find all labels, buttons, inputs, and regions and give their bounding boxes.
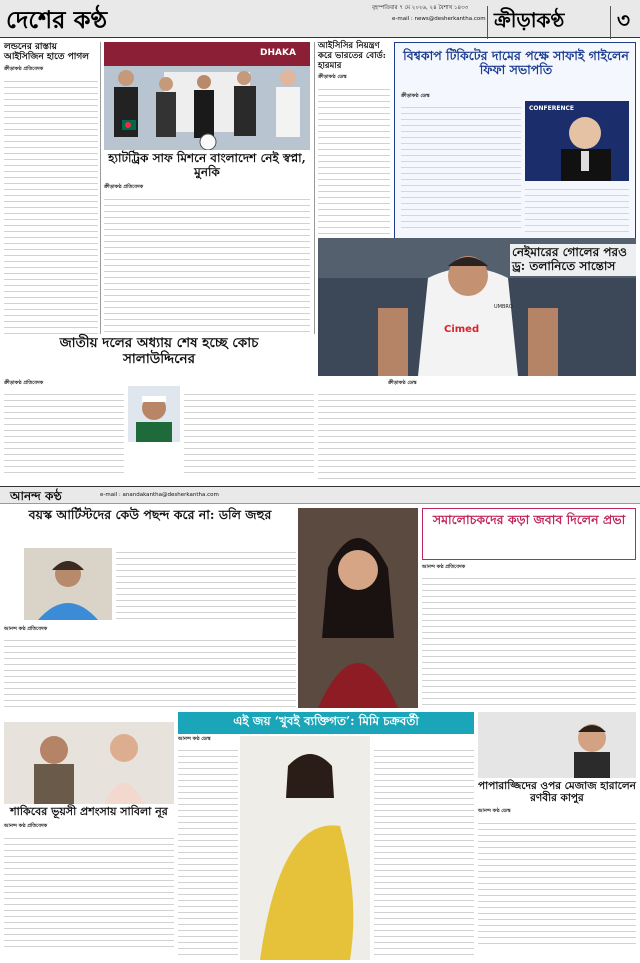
banner-text: DHAKA (260, 48, 296, 58)
article-body-2 (4, 636, 296, 708)
article-body-2 (184, 390, 314, 476)
coach-photo (128, 386, 180, 442)
byline: আনন্দ কণ্ঠ প্রতিবেদক (4, 822, 48, 829)
article-body (478, 819, 636, 947)
story-dolly-zahur (4, 508, 296, 720)
story-neymar-santos (318, 244, 636, 484)
story-ranbir (478, 780, 636, 960)
fifa-president-photo (525, 101, 629, 181)
article-body (318, 390, 636, 480)
headline: বিশ্বকাপ টিকিটের দামের পক্ষে সাফাই গাইলেন ফিফা সভাপতি (403, 48, 629, 78)
entertainment-section: আনন্দ কণ্ঠ (10, 489, 62, 503)
headline: আইসিসির নিয়ন্ত্রণ করে ভারতের বোর্ড: হারমার (318, 41, 386, 71)
prova-body (422, 574, 636, 710)
headline: লন্ডনের রাস্তায় আইসিজিন হাতে পাগল (4, 42, 89, 63)
byline: ক্রীড়াকণ্ঠ প্রতিবেদক (104, 183, 144, 190)
article-body (4, 834, 174, 952)
headline: জাতীয় দলের অধ্যায় শেষ হচ্ছে কোচ সালাউদ্দিনের (59, 335, 259, 367)
byline: ক্রীড়াকণ্ঠ ডেস্ক (388, 380, 417, 386)
article-body-2 (525, 185, 629, 235)
headline: পাপারাজ্জিদের ওপর মেজাজ হারালেন রণবীর কাপুর (478, 780, 636, 805)
team-photo (104, 42, 310, 150)
article-body (401, 103, 521, 233)
headline: বয়স্ক আর্টিস্টদের কেউ পছন্দ করে না: ডলি জহুর (28, 507, 272, 522)
article-body (116, 548, 296, 624)
mimi-photo (240, 736, 370, 960)
story-saff-mission (104, 152, 310, 334)
article-body (4, 390, 124, 476)
headline: শাকিবের ভূয়সী প্রশংসায় সাবিলা নূর (10, 805, 168, 818)
ranbir-photo (478, 712, 636, 778)
mimi-banner (178, 712, 474, 734)
prova-photo (298, 508, 418, 708)
prova-byline: আনন্দ কণ্ঠ প্রতিবেদক (422, 564, 466, 570)
headline: এই জয় ‘খুবই ব্যক্তিগত’: মিমি চক্রবর্তী (233, 714, 419, 728)
byline: ক্রীড়াকণ্ঠ প্রতিবেদক (4, 380, 44, 386)
byline: আনন্দ কণ্ঠ ডেস্ক (478, 808, 511, 815)
team-photo-image (104, 42, 310, 150)
story-london-streets (4, 42, 98, 334)
byline: ক্রীড়াকণ্ঠ ডেস্ক (318, 74, 347, 81)
article-body (4, 77, 98, 335)
story-mimi (178, 736, 474, 960)
story-sabila (4, 806, 174, 960)
jersey-maker: UMBRO (494, 304, 513, 310)
page-number: ৩ (610, 6, 630, 39)
masthead-email: e-mail : news@desherkantha.com (392, 16, 486, 22)
story-prova (422, 508, 636, 560)
shakib-sabila-photo (4, 722, 174, 804)
byline: ক্রীড়াকণ্ঠ প্রতিবেদক (4, 65, 44, 72)
byline: আনন্দ কণ্ঠ ডেস্ক (178, 736, 211, 742)
story-coach-salauddin (4, 336, 314, 480)
entertainment-email: e-mail : anandakantha@desherkantha.com (100, 492, 219, 498)
photo-sign: CONFERENCE (529, 105, 574, 112)
newspaper-logo: দেশের কণ্ঠ (6, 5, 108, 34)
headline: হ্যাটট্রিক সাফ মিশনে বাংলাদেশ নেই স্বপ্না, মুনকি (108, 151, 306, 179)
article-body-2 (374, 746, 474, 956)
jersey-brand: Cimed (444, 324, 480, 335)
entertainment-header (0, 486, 640, 504)
article-body (178, 746, 238, 956)
byline: আনন্দ কণ্ঠ প্রতিবেদক (4, 626, 48, 632)
dolly-zahur-photo (24, 548, 112, 620)
byline: ক্রীড়াকণ্ঠ ডেস্ক (401, 93, 430, 99)
story-fifa-tickets (394, 42, 636, 240)
masthead (0, 0, 640, 38)
section-name: ক্রীড়াকণ্ঠ (487, 6, 564, 39)
article-body (104, 195, 310, 333)
headline: সমালোচকদের কড়া জবাব দিলেন প্রভা (432, 512, 626, 527)
headline: নেইমারের গোলের পরও ড্র: তলানিতে সান্তোস (510, 244, 640, 276)
issue-date: বৃহস্পতিবার ৭ মে ২০২৬, ২৪ বৈশাখ ১৪৩৩ (372, 5, 469, 11)
